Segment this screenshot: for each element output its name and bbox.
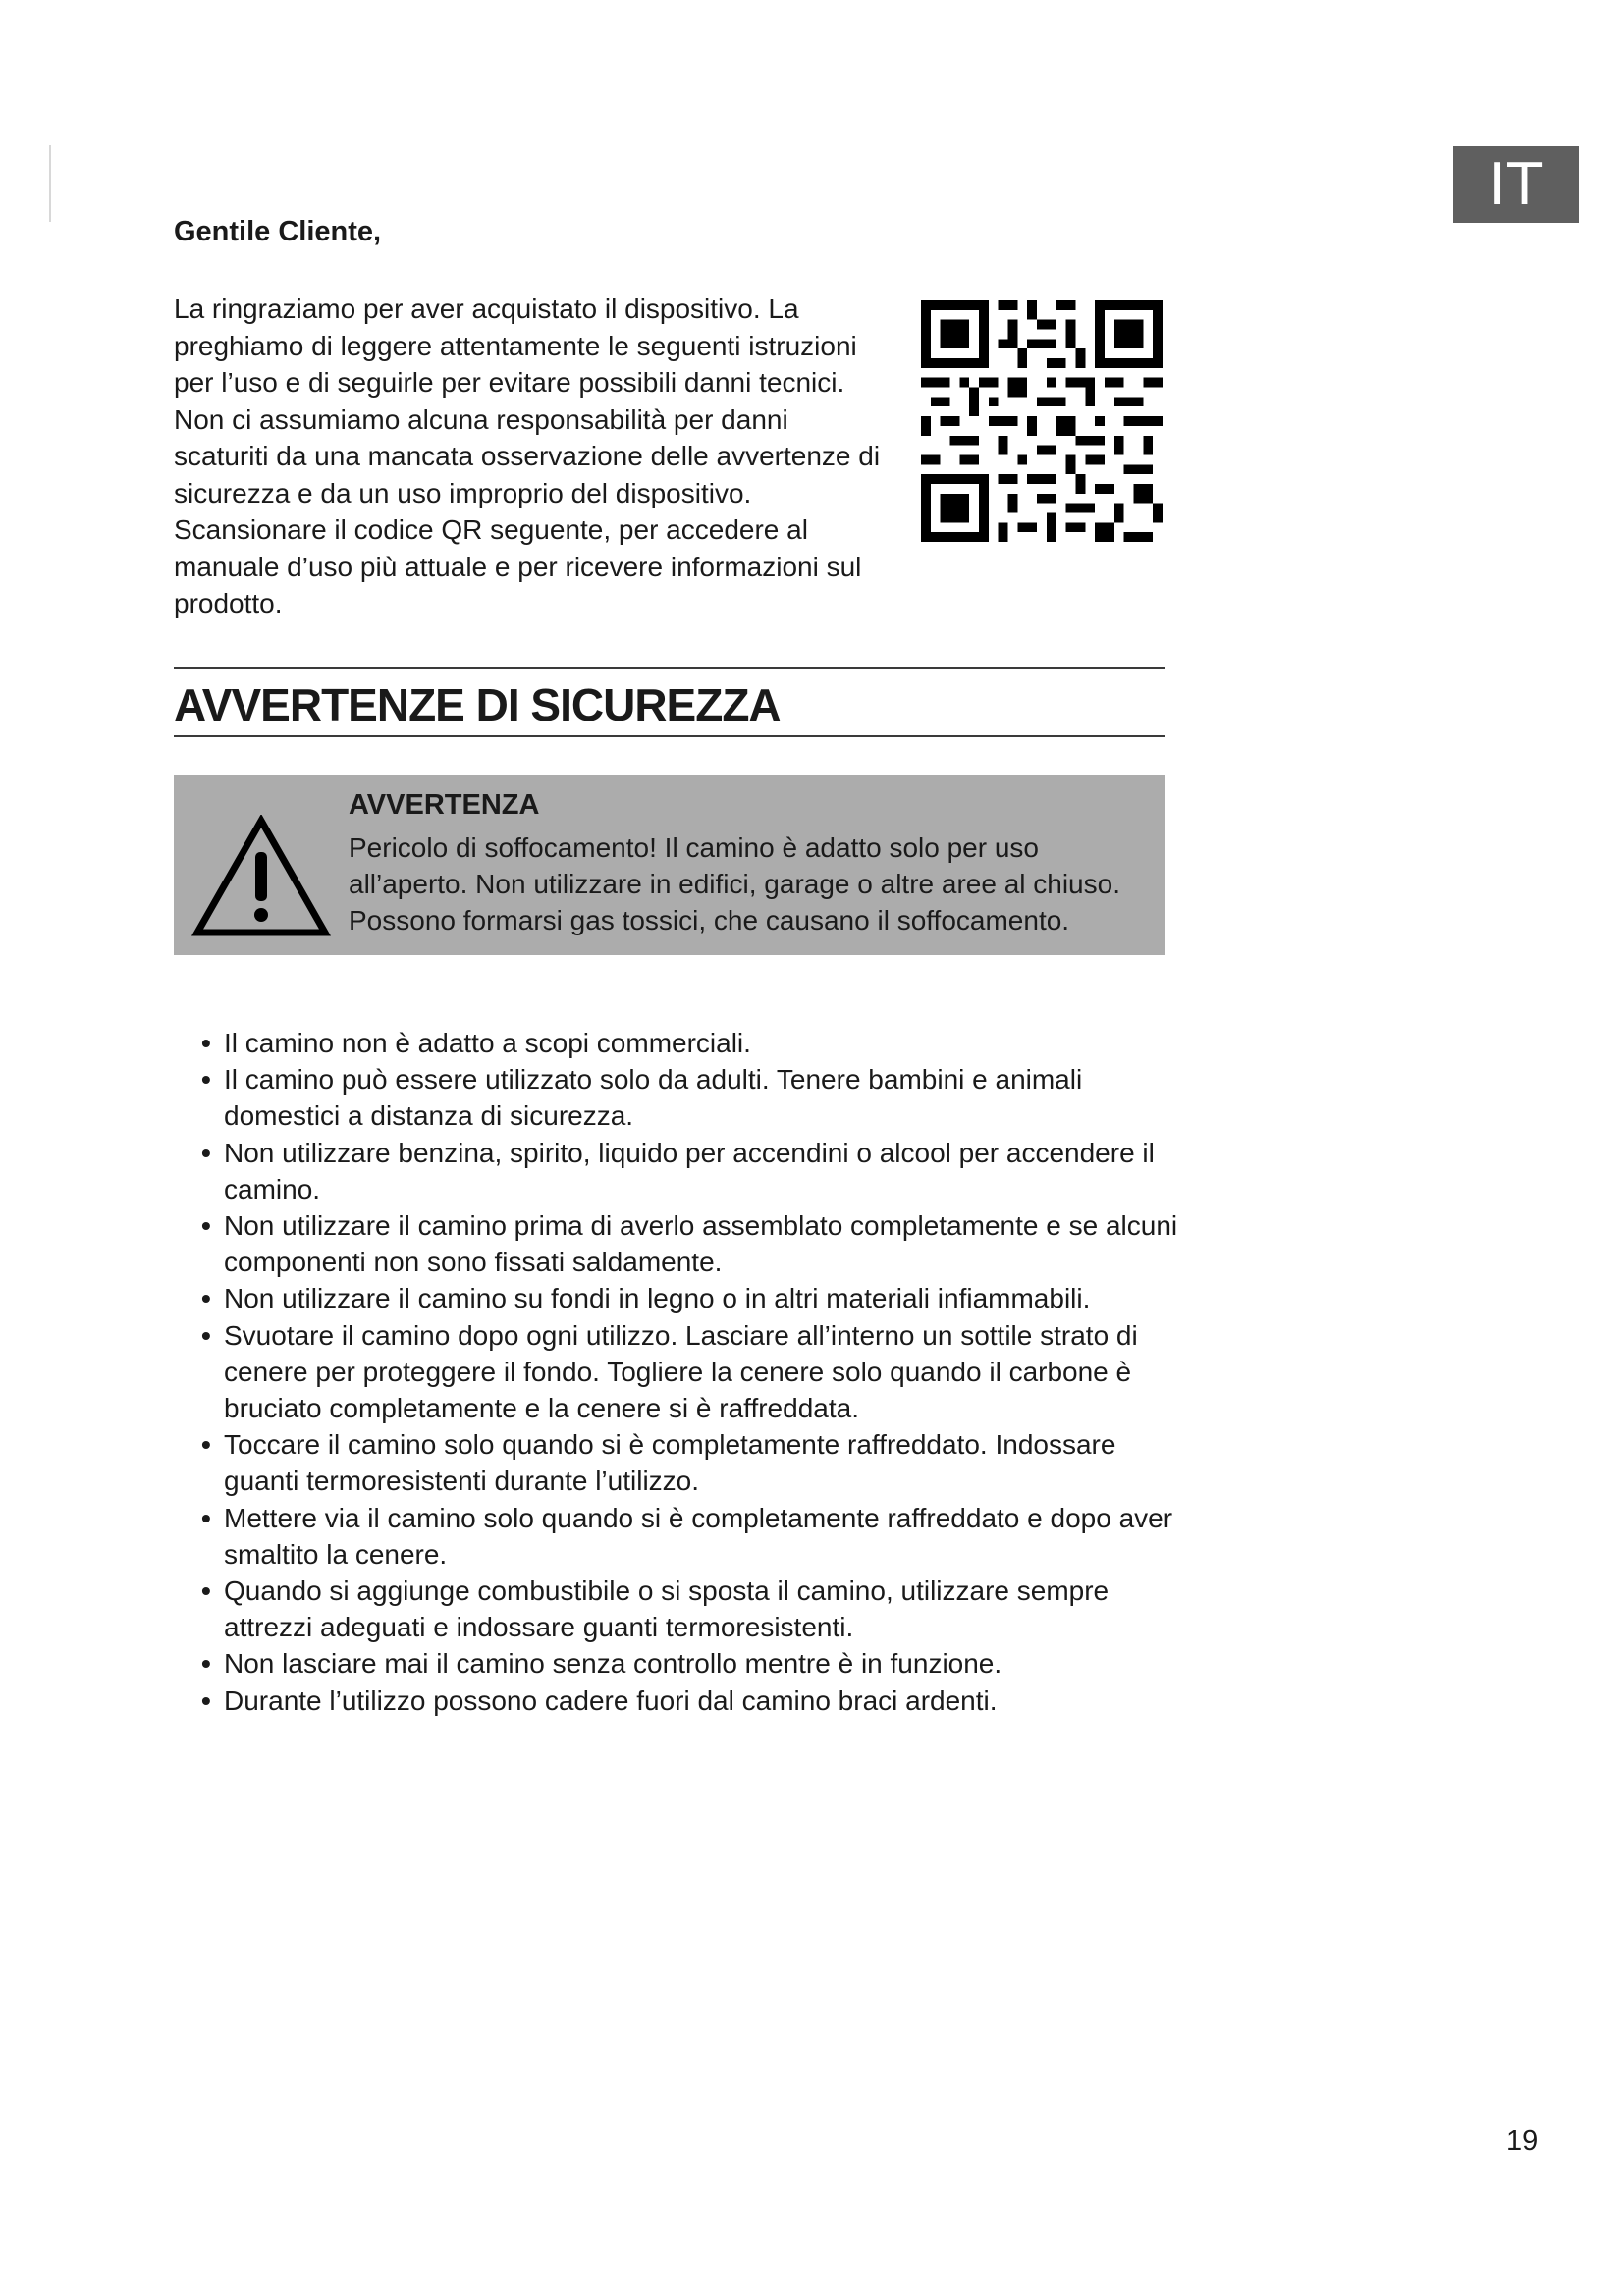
- warning-triangle-icon: [191, 815, 331, 938]
- safety-list-item: [174, 1025, 1185, 1061]
- section-title: AVVERTENZE DI SICUREZZA: [174, 679, 781, 730]
- bullet-icon: •: [201, 1028, 211, 1058]
- safety-list-item: [174, 1207, 1185, 1280]
- bullet-icon: •: [201, 1064, 211, 1095]
- safety-item-text: Svuotare il camino dopo ogni utilizzo. Lasciare all’interno un sottile strato di cenere per proteggere il fondo. Togliere la cenere solo quando il carbone è bruciato completamente e la cenere si è raffreddata.: [224, 1319, 1138, 1424]
- bullet-icon: •: [201, 1283, 211, 1314]
- bullet-icon: •: [201, 1684, 211, 1716]
- safety-list-item: [174, 1061, 1185, 1134]
- qr-code-icon[interactable]: [921, 300, 1163, 542]
- safety-list-item: [174, 1573, 1185, 1645]
- safety-item-text: Il camino può essere utilizzato solo da adulti. Tenere bambini e animali domestici a distanza di sicurezza.: [224, 1064, 1083, 1132]
- safety-item-text: Non lasciare mai il camino senza controllo mentre è in funzione.: [224, 1648, 1002, 1680]
- safety-list-item: [174, 1135, 1185, 1207]
- page-number: 19: [1506, 2125, 1539, 2157]
- safety-item-text: Non utilizzare benzina, spirito, liquido per accendini o alcool per accendere il camino.: [224, 1137, 1155, 1204]
- margin-edge-line: [49, 145, 51, 222]
- bullet-icon: •: [201, 1137, 211, 1168]
- safety-list-item: [174, 1500, 1185, 1573]
- bullet-icon: •: [201, 1648, 211, 1680]
- section-rule-top: [174, 667, 1165, 669]
- safety-item-text: Non utilizzare il camino su fondi in legno o in altri materiali infiammabili.: [224, 1283, 1091, 1314]
- intro-paragraph: La ringraziamo per aver acquistato il dispositivo. La preghiamo di leggere attentamente le seguenti istruzioni per l’uso e di seguirle per evitare possibili danni tecnici. Non ci assumiamo alcuna responsabilità per danni scaturiti da una mancata osservazione delle avvertenze di sicurezza e da un uso improprio del dispositivo. Scansionare il codice QR seguente, per accedere al manuale d’uso più attuale e per ricevere informazioni sul prodotto.: [174, 294, 881, 618]
- safety-item-text: Durante l’utilizzo possono cadere fuori dal camino braci ardenti.: [224, 1684, 998, 1716]
- language-badge: IT: [1453, 146, 1579, 223]
- warning-box: [174, 775, 1165, 955]
- safety-list-item: [174, 1682, 1185, 1719]
- safety-item-text: Quando si aggiunge combustibile o si sposta il camino, utilizzare sempre attrezzi adeguati e indossare guanti termoresistenti.: [224, 1575, 1110, 1643]
- safety-list-item: [174, 1426, 1185, 1499]
- bullet-icon: •: [201, 1319, 211, 1351]
- greeting: Gentile Cliente,: [174, 216, 382, 247]
- bullet-icon: •: [201, 1502, 211, 1533]
- warning-text: Pericolo di soffocamento! Il camino è adatto solo per uso all’aperto. Non utilizzare in edifici, garage o altre aree al chiuso. Possono formarsi gas tossici, che causano il soffocamento.: [349, 832, 1120, 935]
- bullet-icon: •: [201, 1210, 211, 1242]
- safety-list-item: [174, 1280, 1185, 1316]
- safety-item-text: Mettere via il camino solo quando si è completamente raffreddato e dopo aver smaltito la cenere.: [224, 1502, 1173, 1570]
- safety-list: [174, 1025, 1185, 1719]
- safety-list-item: [174, 1645, 1185, 1682]
- safety-item-text: Non utilizzare il camino prima di averlo assemblato completamente e se alcuni componenti non sono fissati saldamente.: [224, 1210, 1178, 1278]
- section-rule-bottom: [174, 735, 1165, 737]
- bullet-icon: •: [201, 1429, 211, 1461]
- safety-list-item: [174, 1317, 1185, 1427]
- safety-item-text: Toccare il camino solo quando si è completamente raffreddato. Indossare guanti termoresistenti durante l’utilizzo.: [224, 1429, 1116, 1497]
- warning-title: AVVERTENZA: [349, 789, 540, 821]
- safety-item-text: Il camino non è adatto a scopi commerciali.: [224, 1028, 751, 1058]
- bullet-icon: •: [201, 1575, 211, 1607]
